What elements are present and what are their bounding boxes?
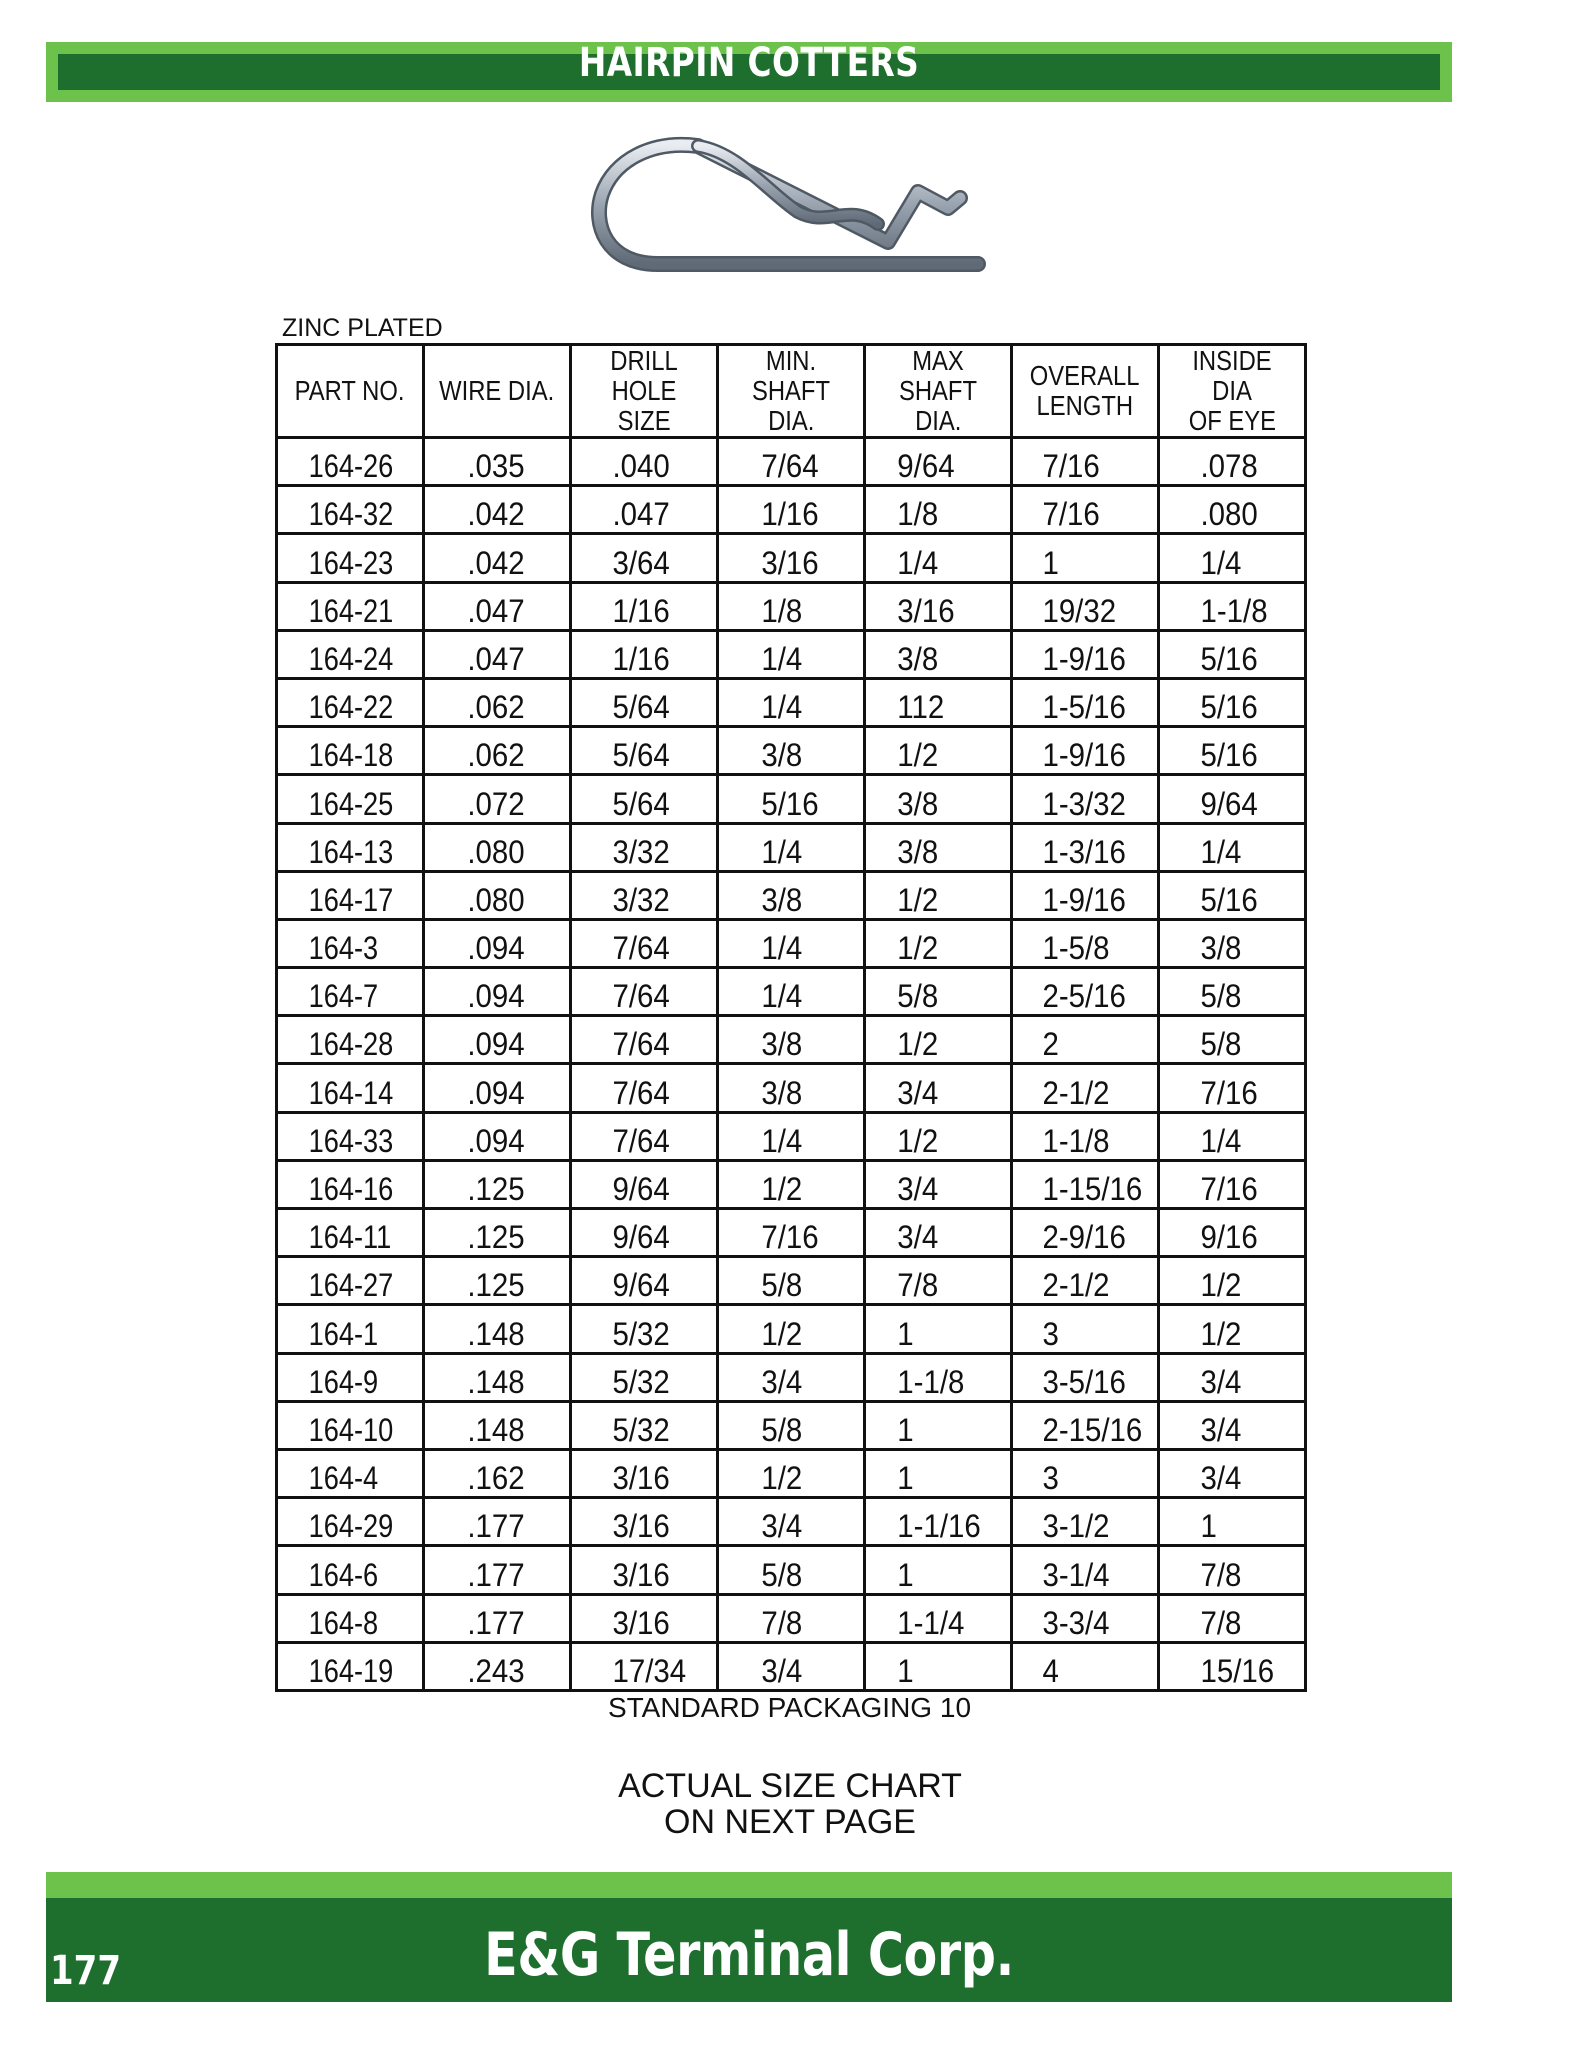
drill-hole-cell: 3/16 [571,1594,718,1642]
overall-length-cell: 3 [1012,1305,1159,1353]
size-chart-note [475,1768,1105,1840]
max-shaft-cell: 1 [865,1305,1012,1353]
table-row [277,486,1306,534]
drill-hole-cell: 7/64 [571,919,718,967]
min-shaft-cell: 1/8 [718,582,865,630]
overall-length-cell: 1-5/8 [1012,919,1159,967]
min-shaft-cell: 1/4 [718,823,865,871]
max-shaft-cell: 1 [865,1546,1012,1594]
max-shaft-cell: 5/8 [865,968,1012,1016]
part-no-cell: 164-11 [277,1209,424,1257]
header-inside-dia-of-eye: INSIDE DIA OF EYE [1159,345,1306,438]
overall-length-cell: 3-3/4 [1012,1594,1159,1642]
overall-length-cell: 1-15/16 [1012,1160,1159,1208]
inside-dia-cell: 15/16 [1159,1642,1306,1690]
part-no-cell: 164-13 [277,823,424,871]
part-no-cell: 164-8 [277,1594,424,1642]
wire-dia-cell: .125 [424,1209,571,1257]
part-no-cell: 164-23 [277,534,424,582]
wire-dia-cell: .042 [424,486,571,534]
max-shaft-cell: 1 [865,1401,1012,1449]
drill-hole-cell: 3/16 [571,1449,718,1497]
inside-dia-cell: 1/2 [1159,1305,1306,1353]
min-shaft-cell: 7/16 [718,1209,865,1257]
wire-dia-cell: .177 [424,1546,571,1594]
table-row [277,968,1306,1016]
table-row [277,823,1306,871]
table-row [277,630,1306,678]
packaging-note: STANDARD PACKAGING 10 [607,1692,972,1723]
min-shaft-cell: 3/8 [718,871,865,919]
part-no-cell: 164-25 [277,775,424,823]
min-shaft-cell: 7/8 [718,1594,865,1642]
inside-dia-cell: 5/16 [1159,727,1306,775]
min-shaft-cell: 3/8 [718,1016,865,1064]
part-no-cell: 164-16 [277,1160,424,1208]
min-shaft-cell: 7/64 [718,438,865,486]
drill-hole-cell: 1/16 [571,630,718,678]
min-shaft-cell: 1/2 [718,1449,865,1497]
wire-dia-cell: .177 [424,1498,571,1546]
wire-dia-cell: .125 [424,1257,571,1305]
part-no-cell: 164-33 [277,1112,424,1160]
wire-dia-cell: .062 [424,678,571,726]
drill-hole-cell: 7/64 [571,1064,718,1112]
wire-dia-cell: .094 [424,968,571,1016]
overall-length-cell: 3-1/4 [1012,1546,1159,1594]
drill-hole-cell: .047 [571,486,718,534]
overall-length-cell: 2-1/2 [1012,1257,1159,1305]
table-row [277,1642,1306,1690]
part-no-cell: 164-17 [277,871,424,919]
overall-length-cell: 19/32 [1012,582,1159,630]
min-shaft-cell: 1/16 [718,486,865,534]
table-row [277,727,1306,775]
header-wire-dia: WIRE DIA. [424,345,571,438]
inside-dia-cell: 3/4 [1159,1353,1306,1401]
inside-dia-cell: 1/4 [1159,534,1306,582]
part-no-cell: 164-28 [277,1016,424,1064]
part-no-cell: 164-26 [277,438,424,486]
max-shaft-cell: 3/4 [865,1209,1012,1257]
overall-length-cell: 3-1/2 [1012,1498,1159,1546]
header-drill-hole-size: DRILL HOLE SIZE [571,345,718,438]
overall-length-cell: 2-1/2 [1012,1064,1159,1112]
inside-dia-cell: 7/8 [1159,1546,1306,1594]
max-shaft-cell: 1 [865,1642,1012,1690]
min-shaft-cell: 3/4 [718,1642,865,1690]
part-no-cell: 164-27 [277,1257,424,1305]
max-shaft-cell: 1-1/8 [865,1353,1012,1401]
overall-length-cell: 1-5/16 [1012,678,1159,726]
overall-length-cell: 1-3/32 [1012,775,1159,823]
wire-dia-cell: .047 [424,630,571,678]
drill-hole-cell: 5/32 [571,1305,718,1353]
drill-hole-cell: 3/16 [571,1546,718,1594]
overall-length-cell: 2-5/16 [1012,968,1159,1016]
drill-hole-cell: 1/16 [571,582,718,630]
max-shaft-cell: 9/64 [865,438,1012,486]
wire-dia-cell: .094 [424,1016,571,1064]
max-shaft-cell: 1-1/16 [865,1498,1012,1546]
wire-dia-cell: .243 [424,1642,571,1690]
inside-dia-cell: 5/16 [1159,678,1306,726]
hairpin-cotter-spec-table [275,343,1307,1692]
part-no-cell: 164-9 [277,1353,424,1401]
table-header-row [277,345,1306,438]
max-shaft-cell: 3/4 [865,1160,1012,1208]
table-row [277,1449,1306,1497]
max-shaft-cell: 1-1/4 [865,1594,1012,1642]
wire-dia-cell: .094 [424,1112,571,1160]
wire-dia-cell: .162 [424,1449,571,1497]
table-row [277,871,1306,919]
drill-hole-cell: 3/32 [571,871,718,919]
header-min-shaft-dia: MIN. SHAFT DIA. [718,345,865,438]
drill-hole-cell: 7/64 [571,1112,718,1160]
inside-dia-cell: 1-1/8 [1159,582,1306,630]
header-part-no: PART NO. [277,345,424,438]
table-row [277,1257,1306,1305]
overall-length-cell: 7/16 [1012,438,1159,486]
overall-length-cell: 1-9/16 [1012,727,1159,775]
overall-length-cell: 1-1/8 [1012,1112,1159,1160]
drill-hole-cell: 5/32 [571,1401,718,1449]
overall-length-cell: 1 [1012,534,1159,582]
inside-dia-cell: 7/16 [1159,1064,1306,1112]
part-no-cell: 164-24 [277,630,424,678]
inside-dia-cell: 9/64 [1159,775,1306,823]
max-shaft-cell: 7/8 [865,1257,1012,1305]
header-max-shaft-dia: MAX SHAFT DIA. [865,345,1012,438]
page-number: 177 [50,1948,121,1994]
part-no-cell: 164-21 [277,582,424,630]
inside-dia-cell: 1/4 [1159,823,1306,871]
table-row [277,1160,1306,1208]
overall-length-cell: 1-9/16 [1012,871,1159,919]
wire-dia-cell: .177 [424,1594,571,1642]
size-chart-note-line2: ON NEXT PAGE [664,1803,916,1841]
part-no-cell: 164-14 [277,1064,424,1112]
max-shaft-cell: 1 [865,1449,1012,1497]
table-row [277,678,1306,726]
inside-dia-cell: 5/8 [1159,1016,1306,1064]
part-no-cell: 164-18 [277,727,424,775]
table-row [277,582,1306,630]
drill-hole-cell: 3/16 [571,1498,718,1546]
part-no-cell: 164-32 [277,486,424,534]
hairpin-cotter-pin-image [588,132,988,292]
table-row [277,534,1306,582]
overall-length-cell: 4 [1012,1642,1159,1690]
inside-dia-cell: 5/8 [1159,968,1306,1016]
max-shaft-cell: 3/4 [865,1064,1012,1112]
table-row [277,1305,1306,1353]
inside-dia-cell: 3/4 [1159,1449,1306,1497]
drill-hole-cell: .040 [571,438,718,486]
header-overall-length: OVERALL LENGTH [1012,345,1159,438]
inside-dia-cell: 3/8 [1159,919,1306,967]
min-shaft-cell: 5/16 [718,775,865,823]
drill-hole-cell: 3/32 [571,823,718,871]
drill-hole-cell: 5/64 [571,775,718,823]
inside-dia-cell: .078 [1159,438,1306,486]
max-shaft-cell: 3/16 [865,582,1012,630]
inside-dia-cell: 5/16 [1159,630,1306,678]
part-no-cell: 164-29 [277,1498,424,1546]
drill-hole-cell: 5/32 [571,1353,718,1401]
company-name: E&G Terminal Corp. [484,1920,1014,1990]
max-shaft-cell: 1/2 [865,727,1012,775]
max-shaft-cell: 1/2 [865,1016,1012,1064]
min-shaft-cell: 1/2 [718,1305,865,1353]
drill-hole-cell: 17/34 [571,1642,718,1690]
min-shaft-cell: 1/4 [718,968,865,1016]
min-shaft-cell: 1/4 [718,678,865,726]
inside-dia-cell: 7/16 [1159,1160,1306,1208]
table-row [277,1209,1306,1257]
overall-length-cell: 2-9/16 [1012,1209,1159,1257]
wire-dia-cell: .042 [424,534,571,582]
min-shaft-cell: 1/2 [718,1160,865,1208]
part-no-cell: 164-7 [277,968,424,1016]
table-row [277,1353,1306,1401]
inside-dia-cell: 3/4 [1159,1401,1306,1449]
min-shaft-cell: 3/8 [718,1064,865,1112]
table-row [277,1112,1306,1160]
wire-dia-cell: .072 [424,775,571,823]
overall-length-cell: 3 [1012,1449,1159,1497]
drill-hole-cell: 3/64 [571,534,718,582]
max-shaft-cell: 3/8 [865,823,1012,871]
max-shaft-cell: 3/8 [865,775,1012,823]
inside-dia-cell: 7/8 [1159,1594,1306,1642]
inside-dia-cell: 1/2 [1159,1257,1306,1305]
table-row [277,919,1306,967]
inside-dia-cell: 1 [1159,1498,1306,1546]
min-shaft-cell: 3/4 [718,1498,865,1546]
min-shaft-cell: 3/4 [718,1353,865,1401]
wire-dia-cell: .148 [424,1305,571,1353]
overall-length-cell: 7/16 [1012,486,1159,534]
part-no-cell: 164-10 [277,1401,424,1449]
min-shaft-cell: 1/4 [718,1112,865,1160]
overall-length-cell: 2-15/16 [1012,1401,1159,1449]
table-row [277,775,1306,823]
inside-dia-cell: 1/4 [1159,1112,1306,1160]
size-chart-note-line1: ACTUAL SIZE CHART [618,1767,962,1805]
finish-label: ZINC PLATED [282,314,443,342]
wire-dia-cell: .080 [424,871,571,919]
table-row [277,1401,1306,1449]
drill-hole-cell: 7/64 [571,1016,718,1064]
table-row [277,438,1306,486]
wire-dia-cell: .062 [424,727,571,775]
wire-dia-cell: .148 [424,1401,571,1449]
max-shaft-cell: 1/2 [865,919,1012,967]
drill-hole-cell: 9/64 [571,1209,718,1257]
part-no-cell: 164-22 [277,678,424,726]
wire-dia-cell: .047 [424,582,571,630]
wire-dia-cell: .080 [424,823,571,871]
overall-length-cell: 1-3/16 [1012,823,1159,871]
part-no-cell: 164-4 [277,1449,424,1497]
max-shaft-cell: 112 [865,678,1012,726]
table-row [277,1064,1306,1112]
max-shaft-cell: 1/2 [865,871,1012,919]
min-shaft-cell: 3/16 [718,534,865,582]
overall-length-cell: 2 [1012,1016,1159,1064]
inside-dia-cell: 9/16 [1159,1209,1306,1257]
max-shaft-cell: 1/8 [865,486,1012,534]
overall-length-cell: 1-9/16 [1012,630,1159,678]
table-row [277,1594,1306,1642]
max-shaft-cell: 3/8 [865,630,1012,678]
overall-length-cell: 3-5/16 [1012,1353,1159,1401]
wire-dia-cell: .094 [424,1064,571,1112]
drill-hole-cell: 5/64 [571,678,718,726]
table-row [277,1016,1306,1064]
drill-hole-cell: 7/64 [571,968,718,1016]
part-no-cell: 164-1 [277,1305,424,1353]
wire-dia-cell: .035 [424,438,571,486]
min-shaft-cell: 5/8 [718,1257,865,1305]
min-shaft-cell: 1/4 [718,630,865,678]
part-no-cell: 164-19 [277,1642,424,1690]
wire-dia-cell: .094 [424,919,571,967]
footer-bar-light [46,1872,1452,1898]
page-title: HAIRPIN COTTERS [578,40,920,86]
drill-hole-cell: 9/64 [571,1257,718,1305]
max-shaft-cell: 1/4 [865,534,1012,582]
part-no-cell: 164-6 [277,1546,424,1594]
drill-hole-cell: 5/64 [571,727,718,775]
part-no-cell: 164-3 [277,919,424,967]
min-shaft-cell: 5/8 [718,1401,865,1449]
inside-dia-cell: 5/16 [1159,871,1306,919]
inside-dia-cell: .080 [1159,486,1306,534]
max-shaft-cell: 1/2 [865,1112,1012,1160]
min-shaft-cell: 3/8 [718,727,865,775]
wire-dia-cell: .125 [424,1160,571,1208]
drill-hole-cell: 9/64 [571,1160,718,1208]
table-row [277,1546,1306,1594]
min-shaft-cell: 5/8 [718,1546,865,1594]
min-shaft-cell: 1/4 [718,919,865,967]
table-row [277,1498,1306,1546]
wire-dia-cell: .148 [424,1353,571,1401]
